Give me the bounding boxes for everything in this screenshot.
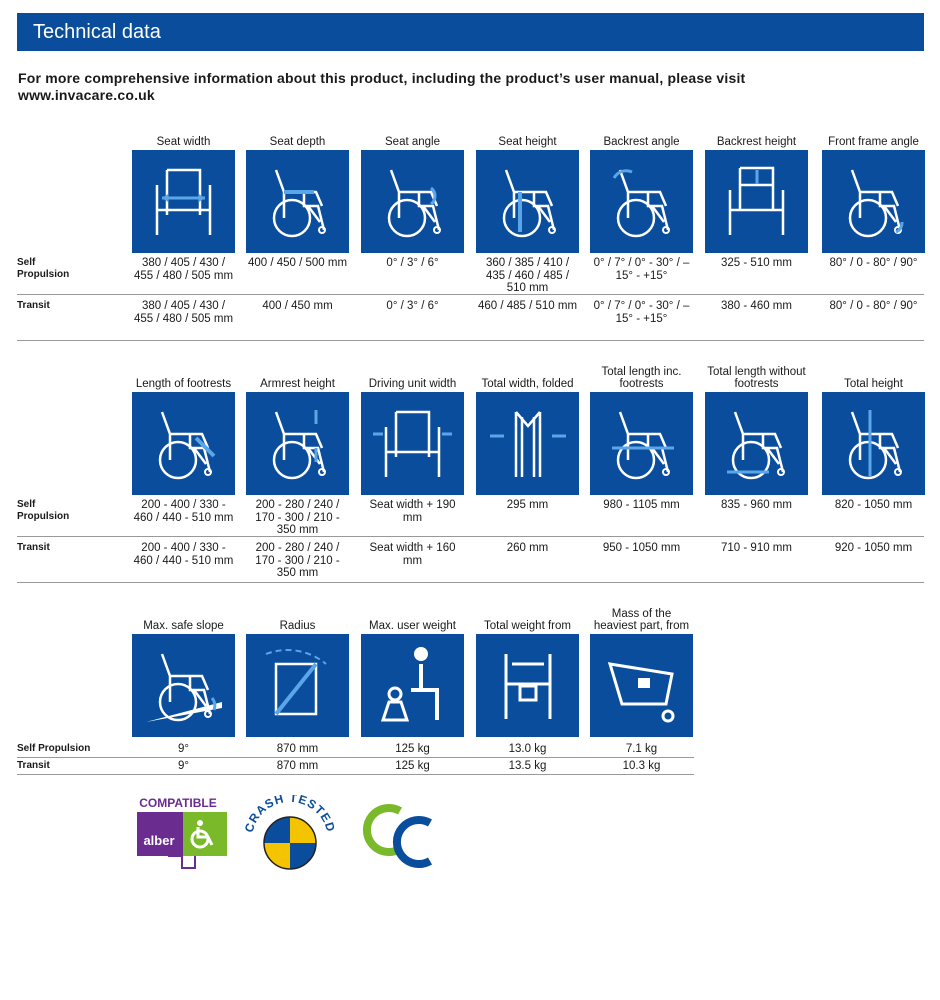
spec-column: [822, 360, 925, 590]
spec-label: Seat width: [156, 136, 211, 148]
row-label-self-propulsion: [17, 499, 69, 522]
spec-label: Seat height: [498, 136, 557, 148]
seat-depth-icon: [246, 150, 349, 253]
transit-value: 0° / 3° / 6°: [386, 300, 439, 312]
backrest-height-icon: [705, 150, 808, 253]
spec-column: [132, 360, 235, 590]
spec-label-wrap: [361, 118, 464, 148]
self-propulsion-value: 80° / 0 - 80° / 90°: [829, 257, 918, 269]
spec-column: [590, 118, 693, 348]
transit-value: 870 mm: [276, 760, 319, 772]
spec-column: [361, 360, 464, 590]
transit-value: 950 - 1050 mm: [602, 542, 681, 554]
spec-column: [246, 360, 349, 590]
self-propulsion-value: 870 mm: [276, 743, 319, 755]
spec-label-wrap: [246, 118, 349, 148]
spec-label-wrap: [822, 360, 925, 390]
spec-label-wrap: [246, 360, 349, 390]
self-propulsion-value: 835 - 960 mm: [721, 499, 792, 511]
user-weight-icon: [361, 634, 464, 737]
section-divider: [17, 340, 924, 341]
transit-value: 200 - 400 / 330 - 460 / 440 - 510 mm: [133, 542, 234, 567]
crash-tested-text: CRASH TESTED: [241, 795, 339, 835]
self-propulsion-value: 7.1 kg: [625, 743, 658, 755]
spec-column: [132, 602, 235, 782]
spec-label: Total height: [844, 378, 903, 390]
spec-column: [246, 602, 349, 782]
armrest-height-icon: [246, 392, 349, 495]
spec-label-wrap: [590, 602, 693, 632]
header-bar: [17, 13, 924, 51]
self-propulsion-value: Seat width + 190 mm: [369, 499, 456, 524]
safe-slope-icon: [132, 634, 235, 737]
spec-label-wrap: [476, 118, 579, 148]
spec-label: Length of footrests: [135, 378, 232, 390]
spec-label-wrap: [705, 360, 808, 390]
self-propulsion-value: 200 - 280 / 240 / 170 - 300 / 210 - 350 mm: [255, 499, 340, 536]
transit-value: 0° / 7° / 0° - 30° / – 15° - +15°: [593, 300, 690, 325]
row-label-self-propulsion: [17, 257, 69, 280]
spec-column: [590, 602, 693, 782]
self-propulsion-value: 125 kg: [395, 743, 430, 755]
spec-label-wrap: [132, 360, 235, 390]
self-propulsion-value: 360 / 385 / 410 / 435 / 460 / 485 / 510 mm: [485, 257, 570, 294]
spec-label-wrap: [705, 118, 808, 148]
seat-height-icon: [476, 150, 579, 253]
spec-label: Armrest height: [260, 378, 335, 390]
compatible-text: COMPATIBLE: [139, 796, 217, 810]
self-propulsion-value: 820 - 1050 mm: [834, 499, 913, 511]
spec-column: [476, 118, 579, 348]
spec-label: Total width, folded: [481, 378, 574, 390]
spec-label: Total length inc. footrests: [601, 366, 682, 390]
transit-value: 460 / 485 / 510 mm: [477, 300, 578, 312]
self-propulsion-value: 0° / 7° / 0° - 30° / – 15° - +15°: [593, 257, 690, 282]
spec-label: Total weight from: [484, 620, 571, 632]
alber-text: alber: [143, 833, 175, 848]
transit-value: Seat width + 160 mm: [369, 542, 456, 567]
spec-column: [705, 118, 808, 348]
spec-label: Total length without footrests: [707, 366, 806, 390]
seat-angle-icon: [361, 150, 464, 253]
radius-icon: [246, 634, 349, 737]
transit-value: 710 - 910 mm: [721, 542, 792, 554]
alber-compatible-logo: [137, 796, 227, 868]
row-label-line: Self: [17, 257, 36, 268]
row-divider: [17, 294, 924, 295]
spec-label: Driving unit width: [368, 378, 457, 390]
transit-value: 380 / 405 / 430 / 455 / 480 / 505 mm: [133, 300, 234, 325]
self-propulsion-value: 980 - 1105 mm: [603, 499, 680, 511]
section-weights: [17, 602, 924, 782]
spec-label: Mass of the heaviest part, from: [593, 608, 690, 632]
spec-column: [476, 360, 579, 590]
total-weight-icon: [476, 634, 579, 737]
row-label-line: Self: [17, 499, 36, 510]
spec-label-wrap: [590, 118, 693, 148]
row-label-line: Propulsion: [17, 268, 70, 280]
spec-column: [246, 118, 349, 348]
spec-label: Backrest height: [716, 136, 797, 148]
total-length-icon: [590, 392, 693, 495]
spec-column: [705, 360, 808, 590]
transit-value: 380 - 460 mm: [721, 300, 792, 312]
self-propulsion-value: 0° / 3° / 6°: [386, 257, 439, 269]
transit-value: 200 - 280 / 240 / 170 - 300 / 210 - 350 mm: [255, 542, 340, 579]
self-propulsion-value: 325 - 510 mm: [721, 257, 792, 269]
length-without-footrests-icon: [705, 392, 808, 495]
spec-label: Front frame angle: [828, 136, 919, 148]
section-seat: [17, 118, 924, 348]
transit-value: 260 mm: [506, 542, 549, 554]
intro-text: [18, 70, 898, 104]
row-label-line: Propulsion: [17, 510, 70, 522]
ce-logo: [367, 808, 430, 864]
spec-label-wrap: [822, 118, 925, 148]
driving-unit-width-icon: [361, 392, 464, 495]
spec-label-wrap: [590, 360, 693, 390]
row-label-self-propulsion: Self Propulsion: [17, 743, 91, 754]
section-dimensions: [17, 360, 924, 590]
self-propulsion-value: 200 - 400 / 330 - 460 / 440 - 510 mm: [133, 499, 234, 524]
spec-column: [132, 118, 235, 348]
transit-value: 125 kg: [395, 760, 430, 772]
self-propulsion-value: 400 / 450 / 500 mm: [247, 257, 348, 269]
spec-label-wrap: [361, 360, 464, 390]
spec-label-wrap: [246, 602, 349, 632]
backrest-angle-icon: [590, 150, 693, 253]
spec-column: [361, 118, 464, 348]
row-divider: [17, 757, 694, 758]
seat-width-icon: [132, 150, 235, 253]
certification-badges: [130, 795, 450, 885]
badges-svg: [130, 795, 450, 880]
spec-label-wrap: [476, 360, 579, 390]
website-link[interactable]: www.invacare.co.uk: [18, 87, 155, 103]
row-divider: [17, 536, 924, 537]
folded-width-icon: [476, 392, 579, 495]
section-divider: [17, 582, 924, 583]
crash-tested-logo: [242, 795, 338, 869]
self-propulsion-value: 295 mm: [506, 499, 549, 511]
spec-label: Seat angle: [385, 136, 440, 148]
transit-value: 80° / 0 - 80° / 90°: [829, 300, 918, 312]
total-height-icon: [822, 392, 925, 495]
section-divider: [17, 774, 694, 775]
heaviest-part-icon: [590, 634, 693, 737]
transit-value: 400 / 450 mm: [262, 300, 333, 312]
spec-label-wrap: [132, 118, 235, 148]
transit-value: 10.3 kg: [622, 760, 661, 772]
front-frame-angle-icon: [822, 150, 925, 253]
transit-value: 9°: [178, 760, 189, 772]
spec-label: Max. safe slope: [143, 620, 224, 632]
spec-label: Radius: [279, 620, 316, 632]
row-label-transit: Transit: [17, 542, 50, 553]
spec-label: Max. user weight: [369, 620, 456, 632]
spec-label: Seat depth: [269, 136, 326, 148]
spec-column: [590, 360, 693, 590]
spec-label: Backrest angle: [603, 136, 680, 148]
spec-column: [476, 602, 579, 782]
transit-value: 13.5 kg: [508, 760, 547, 772]
row-label-transit: Transit: [17, 760, 50, 771]
row-label-transit: Transit: [17, 300, 50, 311]
spec-label-wrap: [132, 602, 235, 632]
self-propulsion-value: 9°: [178, 743, 189, 755]
transit-value: 920 - 1050 mm: [834, 542, 913, 554]
spec-label-wrap: [476, 602, 579, 632]
spec-column: [361, 602, 464, 782]
self-propulsion-value: 380 / 405 / 430 / 455 / 480 / 505 mm: [133, 257, 234, 282]
intro-line: For more comprehensive information about this product, including the product’s user manual, please visit: [18, 70, 746, 86]
self-propulsion-value: 13.0 kg: [508, 743, 547, 755]
footrest-length-icon: [132, 392, 235, 495]
spec-label-wrap: [361, 602, 464, 632]
page-title: Technical data: [33, 21, 161, 43]
spec-column: [822, 118, 925, 348]
